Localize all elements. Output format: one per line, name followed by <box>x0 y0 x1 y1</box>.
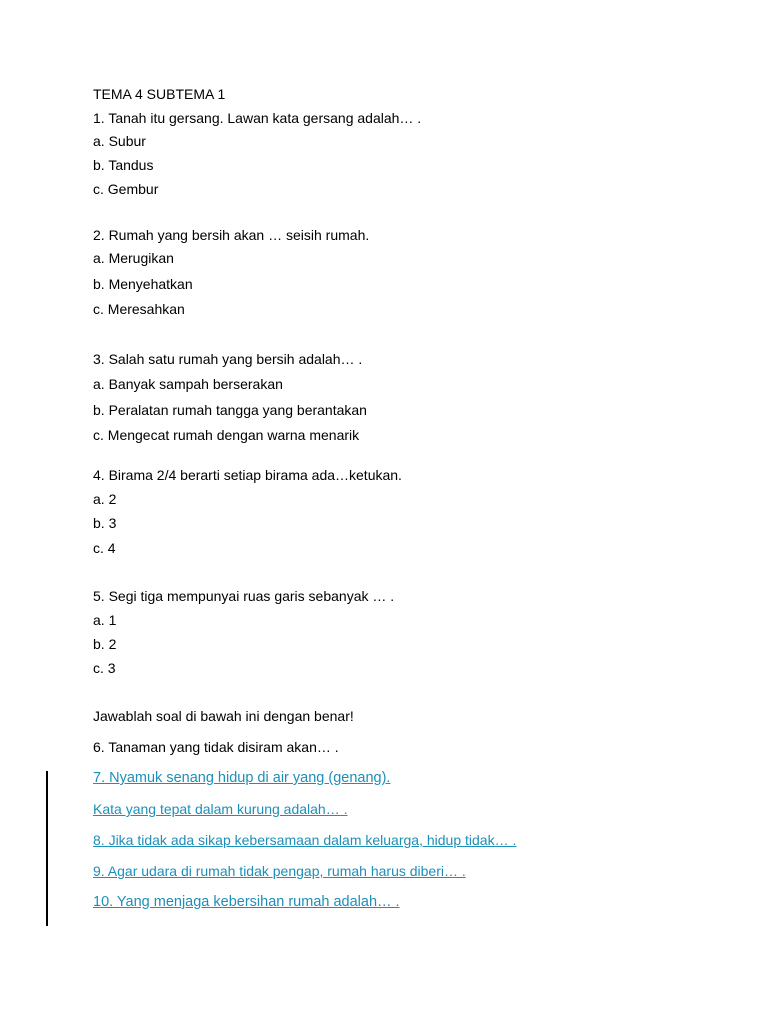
question-10-link[interactable]: 10. Yang menjaga kebersihan rumah adalah… . <box>93 894 400 910</box>
question-7-sub-link[interactable]: Kata yang tepat dalam kurung adalah… . <box>93 801 348 817</box>
question-1-option-c: c. Gembur <box>93 181 159 197</box>
question-3-option-b: b. Peralatan rumah tangga yang berantakan <box>93 402 367 418</box>
question-9-link[interactable]: 9. Agar udara di rumah tidak pengap, rumah harus diberi… . <box>93 863 466 879</box>
margin-change-bar <box>46 771 48 926</box>
question-3-option-c: c. Mengecat rumah dengan warna menarik <box>93 427 360 443</box>
question-6: 6. Tanaman yang tidak disiram akan… . <box>93 739 339 755</box>
question-5-option-b: b. 2 <box>93 636 117 652</box>
question-8-link[interactable]: 8. Jika tidak ada sikap kebersamaan dalam keluarga, hidup tidak… . <box>93 832 517 848</box>
worksheet-title: TEMA 4 SUBTEMA 1 <box>93 86 226 102</box>
question-4-option-c: c. 4 <box>93 540 116 556</box>
question-3: 3. Salah satu rumah yang bersih adalah… . <box>93 351 363 367</box>
question-5-option-a: a. 1 <box>93 612 117 628</box>
question-2-option-c: c. Meresahkan <box>93 301 185 317</box>
essay-instruction: Jawablah soal di bawah ini dengan benar! <box>93 708 354 724</box>
question-1: 1. Tanah itu gersang. Lawan kata gersang adalah… . <box>93 110 422 126</box>
question-5: 5. Segi tiga mempunyai ruas garis sebanyak … . <box>93 588 395 604</box>
question-4-option-b: b. 3 <box>93 515 117 531</box>
question-2: 2. Rumah yang bersih akan … seisih rumah. <box>93 227 370 243</box>
question-3-option-a: a. Banyak sampah berserakan <box>93 376 283 392</box>
question-1-option-a: a. Subur <box>93 133 146 149</box>
question-5-option-c: c. 3 <box>93 660 116 676</box>
question-2-option-a: a. Merugikan <box>93 250 174 266</box>
question-2-option-b: b. Menyehatkan <box>93 276 193 292</box>
question-1-option-b: b. Tandus <box>93 157 154 173</box>
question-4-option-a: a. 2 <box>93 491 117 507</box>
question-7-link[interactable]: 7. Nyamuk senang hidup di air yang (genang). <box>93 770 391 786</box>
question-4: 4. Birama 2/4 berarti setiap birama ada…ketukan. <box>93 467 402 483</box>
